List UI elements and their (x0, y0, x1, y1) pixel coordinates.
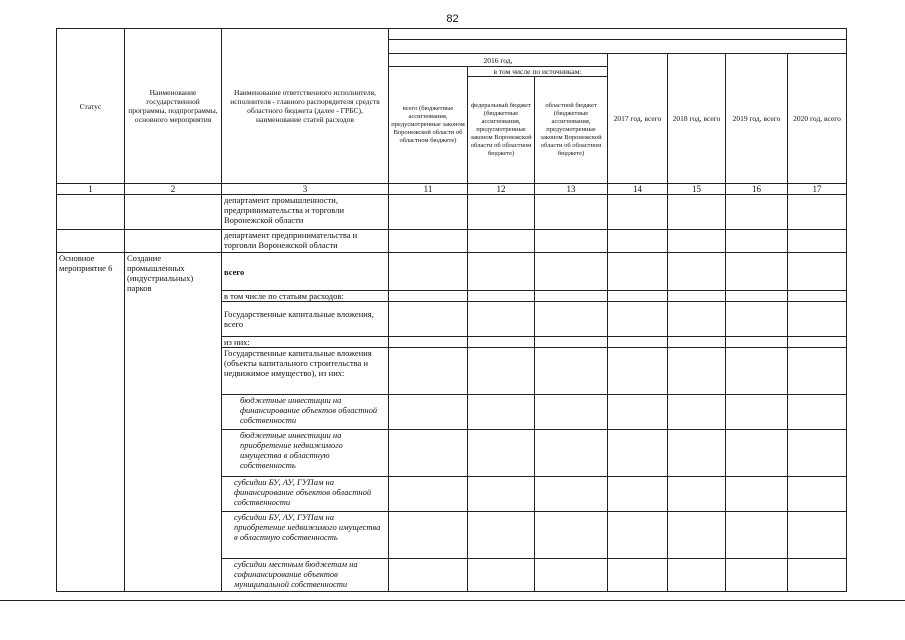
header-regional: областной бюджет (бюджетные ассигнования, предусмотренные законом Воронежской области об областном бюджете) (535, 77, 608, 184)
header-2018: 2018 год, всего (668, 54, 726, 184)
row-of-them: из них: (222, 337, 389, 348)
header-executor: Наименование ответственного исполнителя, исполнителя - главного распорядителя средств областного бюджета (далее - ГРБС), наименование статей расходов (222, 29, 389, 184)
cell-empty (57, 230, 125, 253)
row-by-articles: в том числе по статьям расходов: (222, 291, 389, 302)
header-2020: 2020 год, всего (788, 54, 847, 184)
col-num: 12 (468, 184, 535, 195)
budget-table (56, 28, 847, 592)
table-row (57, 195, 847, 230)
col-num: 3 (222, 184, 389, 195)
col-num: 1 (57, 184, 125, 195)
cell-empty (125, 230, 222, 253)
page-number: 82 (446, 13, 459, 25)
header-year-2016: 2016 год, (389, 54, 608, 67)
cell-empty (57, 195, 125, 230)
header-status: Статус (57, 29, 125, 184)
status-main-event: Основное мероприятие 6 (57, 253, 125, 592)
row-capital-objects: Государственные капитальные вложения (объекты капитального строительства и недвижимое имущество), из них: (222, 348, 389, 395)
table-row (57, 253, 847, 291)
row-local-subsidy: субсидии местным бюджетам на софинансирование объектов муниципальной собственности (222, 559, 389, 592)
cell-empty (125, 195, 222, 230)
col-num: 15 (668, 184, 726, 195)
header-2019: 2019 год, всего (726, 54, 788, 184)
header-2017: 2017 год, всего (608, 54, 668, 184)
header-program: Наименование государственной программы, подпрограммы, основного мероприятия (125, 29, 222, 184)
row-dept-industry: департамент промышленности, предпринимательства и торговли Воронежской области (222, 195, 389, 230)
table-row (57, 230, 847, 253)
row-total: всего (222, 253, 389, 291)
col-num: 13 (535, 184, 608, 195)
header-blank-row-1 (389, 29, 847, 40)
col-num: 11 (389, 184, 468, 195)
header-total-2016: всего (бюджетные ассигнования, предусмотренные законом Воронежской области об областном бюджете) (389, 67, 468, 184)
header-federal: федеральный бюджет (бюджетные ассигнования, предусмотренные законом Воронежской области об областном бюджете) (468, 77, 535, 184)
row-budget-invest-objects: бюджетные инвестиции на финансирование объектов областной собственности (222, 395, 389, 430)
header-blank-row-2 (389, 40, 847, 54)
col-num: 16 (726, 184, 788, 195)
header-sources: в том числе по источникам: (468, 67, 608, 77)
col-num: 2 (125, 184, 222, 195)
row-dept-business: департамент предпринимательства и торговли Воронежской области (222, 230, 389, 253)
row-capital-total: Государственные капитальные вложения, всего (222, 302, 389, 337)
row-budget-invest-property: бюджетные инвестиции на приобретение недвижимого имущества в областную собственность (222, 430, 389, 477)
page-bottom-rule (0, 600, 905, 601)
col-num: 14 (608, 184, 668, 195)
program-name: Создание промышленных (индустриальных) парков (125, 253, 222, 592)
col-num: 17 (788, 184, 847, 195)
row-subsidy-property: субсидии БУ, АУ, ГУПам на приобретение недвижимого имущества в областную собственность (222, 512, 389, 559)
row-subsidy-objects: субсидии БУ, АУ, ГУПам на финансирование объектов областной собственности (222, 477, 389, 512)
